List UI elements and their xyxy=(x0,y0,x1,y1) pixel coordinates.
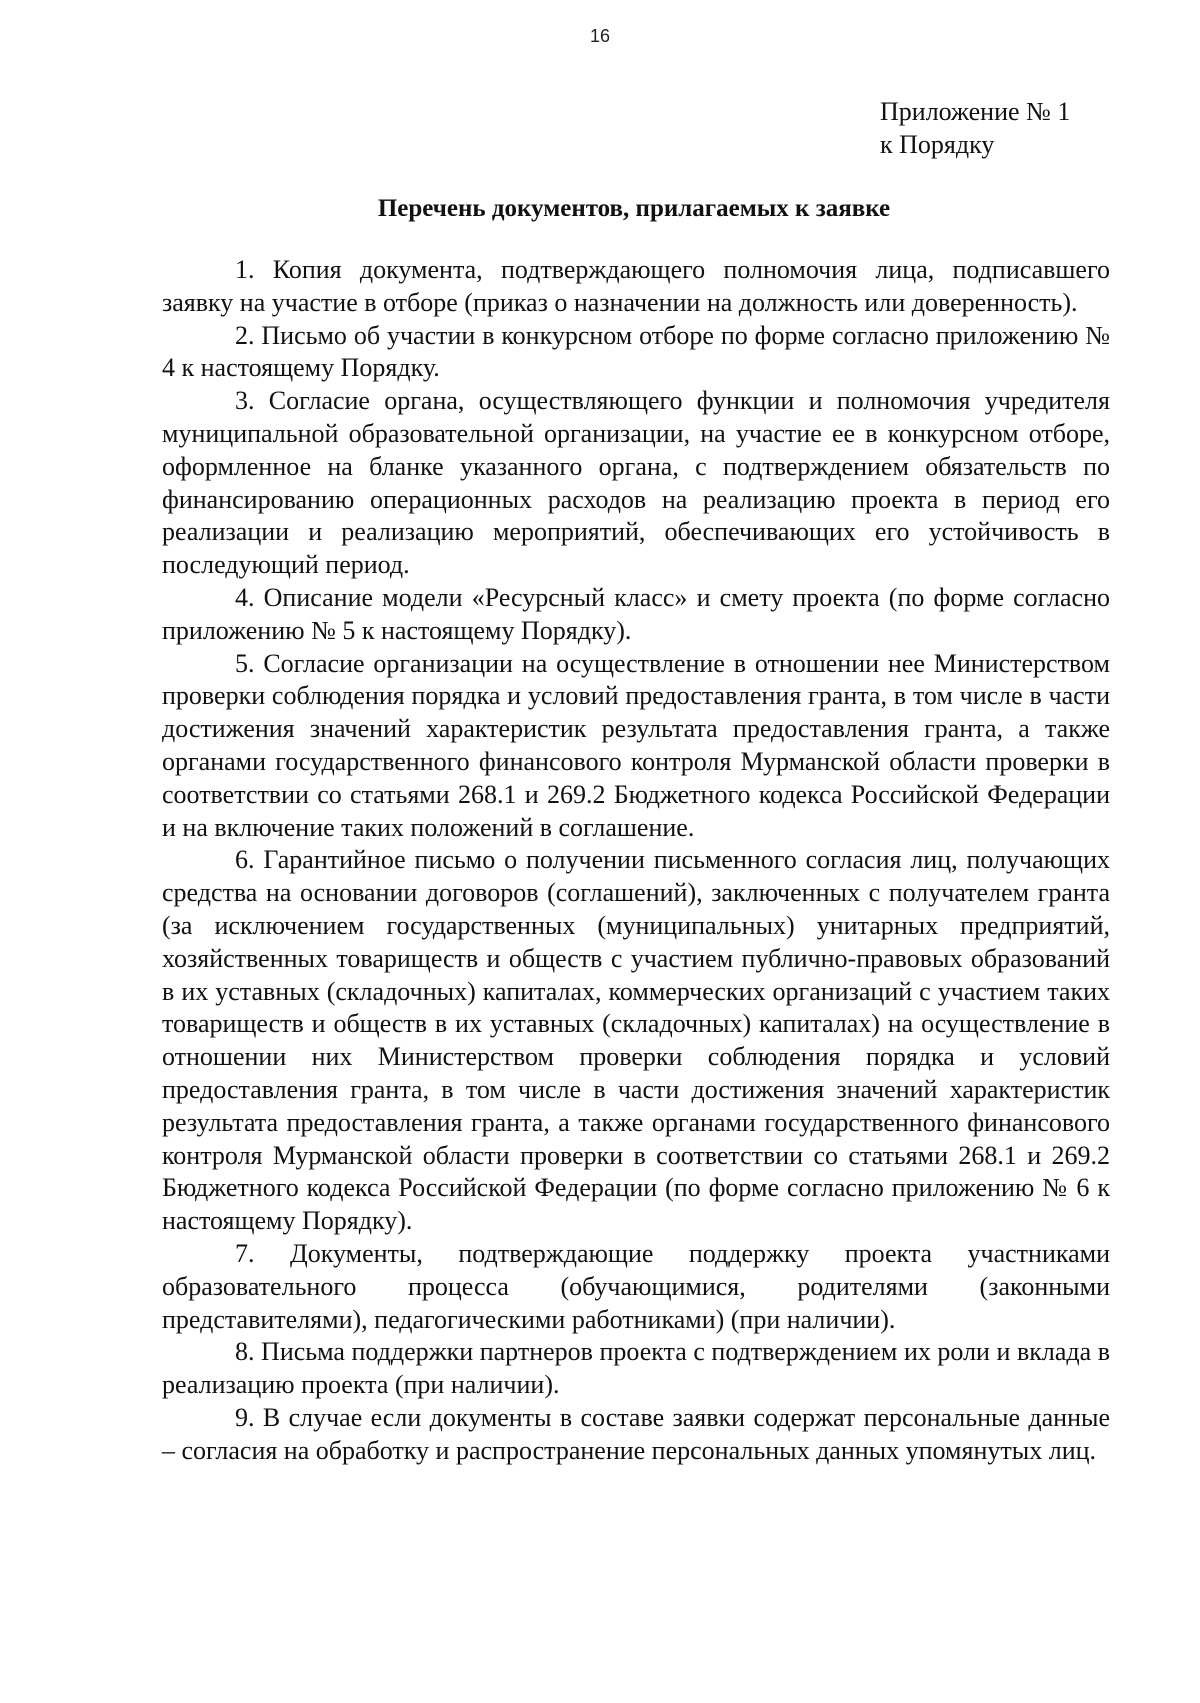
list-item-6: 6. Гарантийное письмо о получении письменного согласия лиц, получающих средства на основании договоров (соглашений), заключенных с получателем гранта (за исключением государственных (муниципальных) унитарных предприятий, хозяйственных товариществ и обществ с участием публично-правовых образований в их уставных (складочных) капиталах, коммерческих организаций с участием таких товариществ и обществ в их уставных (складочных) капиталах) на осуществление в отношении них Министерством проверки соблюдения порядка и условий предоставления гранта, в том числе в части достижения значений характеристик результата предоставления гранта, а также органами государственного финансового контроля Мурманской области проверки в соответствии со статьями 268.1 и 269.2 Бюджетного кодекса Российской Федерации (по форме согласно приложению № 6 к настоящему Порядку). xyxy=(162,845,1110,1236)
list-item-8: 8. Письма поддержки партнеров проекта с подтверждением их роли и вклада в реализацию проекта (при наличии). xyxy=(162,1337,1110,1400)
page-number: 16 xyxy=(589,26,611,46)
list-item-5: 5. Согласие организации на осуществление в отношении нее Министерством проверки соблюдения порядка и условий предоставления гранта, в том числе в части достижения значений характеристик результата предоставления гранта, а также органами государственного финансового контроля Мурманской области проверки в соответствии со статьями 268.1 и 269.2 Бюджетного кодекса Российской Федерации и на включение таких положений в соглашение. xyxy=(162,648,1110,842)
appendix-reference xyxy=(880,95,1070,161)
list-item-3: 3. Согласие органа, осуществляющего функции и полномочия учредителя муниципальной образовательной организации, на участие ее в конкурсном отборе, оформленное на бланке указанного органа, с подтверждением обязательств по финансированию операционных расходов на реализацию проекта в период его реализации и реализацию мероприятий, обеспечивающих его устойчивость в последующий период. xyxy=(162,386,1110,580)
list-item-1: 1. Копия документа, подтверждающего полномочия лица, подписавшего заявку на участие в отборе (приказ о назначении на должность или доверенность). xyxy=(162,255,1110,317)
list-item-9: 9. В случае если документы в составе заявки содержат персональные данные – согласия на обработку и распространение персональных данных упомянутых лиц. xyxy=(162,1402,1110,1465)
list-item-4: 4. Описание модели «Ресурсный класс» и смету проекта (по форме согласно приложению № 5 к настоящему Порядку). xyxy=(162,582,1110,645)
documents-list xyxy=(162,254,1110,1467)
list-item-2: 2. Письмо об участии в конкурсном отборе по форме согласно приложению № 4 к настоящему Порядку. xyxy=(162,320,1110,383)
document-title: Перечень документов, прилагаемых к заявке xyxy=(377,195,891,222)
appendix-line-order: к Порядку xyxy=(880,130,995,159)
list-item-7: 7. Документы, подтверждающие поддержку проекта участниками образовательного процесса (обучающимися, родителями (законными представителями), педагогическими работниками) (при наличии). xyxy=(162,1238,1110,1334)
appendix-line-number: Приложение № 1 xyxy=(880,97,1071,126)
